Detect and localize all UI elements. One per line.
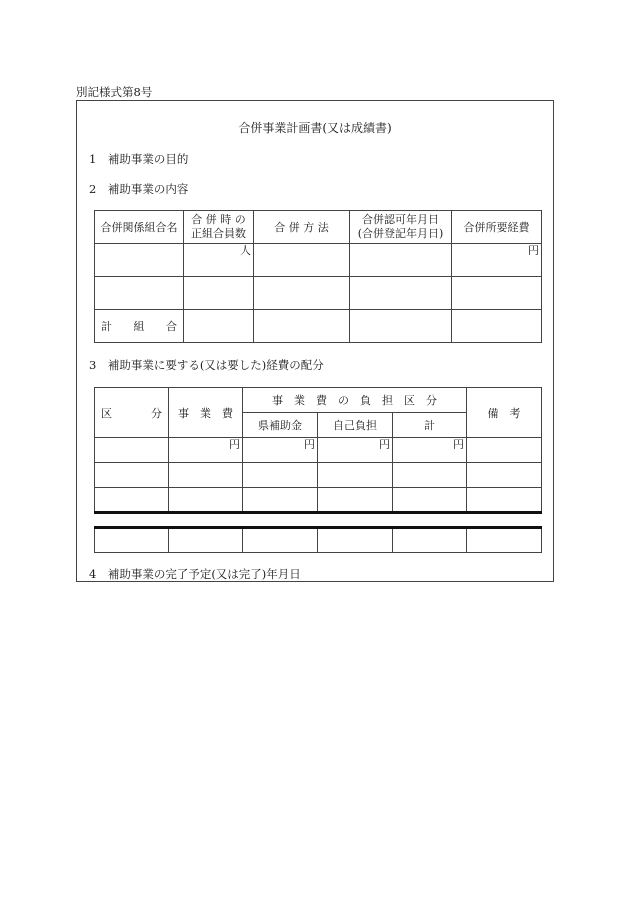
header-merger-cost: 合併所要経費 bbox=[452, 211, 542, 244]
table-cell[interactable] bbox=[95, 528, 169, 553]
section-1-heading: 1 補助事業の目的 bbox=[89, 152, 189, 166]
table-total-row bbox=[95, 528, 542, 553]
table-row bbox=[95, 438, 542, 463]
merger-content-table bbox=[94, 210, 542, 343]
header-approval-date-line2: (合併登記年月日) bbox=[357, 227, 444, 240]
header-category-char: 区 bbox=[101, 406, 112, 420]
separator-band bbox=[95, 513, 542, 528]
table-cell[interactable] bbox=[169, 528, 243, 553]
table-cell[interactable] bbox=[350, 277, 452, 310]
header-project-cost: 事 業 費 bbox=[169, 388, 243, 438]
table-cell[interactable] bbox=[184, 277, 254, 310]
table-cell[interactable] bbox=[393, 528, 467, 553]
table-cell[interactable] bbox=[350, 244, 452, 277]
header-category bbox=[95, 388, 169, 438]
header-approval-date bbox=[350, 211, 452, 244]
total-label-char: 合 bbox=[166, 320, 177, 333]
total-label bbox=[95, 310, 184, 343]
table-cell[interactable] bbox=[169, 488, 243, 513]
table-cell[interactable] bbox=[243, 488, 318, 513]
header-member-count bbox=[184, 211, 254, 244]
table-cell[interactable] bbox=[243, 528, 318, 553]
table-cell[interactable] bbox=[393, 488, 467, 513]
header-member-count-line1: 合 併 時 の bbox=[191, 213, 246, 226]
table-row bbox=[95, 277, 542, 310]
header-remarks: 備 考 bbox=[467, 388, 542, 438]
header-category-char: 分 bbox=[151, 406, 162, 420]
header-approval-date-line1: 合併認可年月日 bbox=[362, 213, 439, 226]
table-cell[interactable] bbox=[350, 310, 452, 343]
table-cell[interactable] bbox=[254, 244, 350, 277]
header-prefecture-subsidy: 県補助金 bbox=[243, 413, 318, 438]
unit-yen-label: 円 bbox=[243, 438, 318, 463]
unit-yen-label: 円 bbox=[393, 438, 467, 463]
table-row bbox=[95, 244, 542, 277]
total-label-char: 計 bbox=[101, 320, 112, 333]
unit-person-label: 人 bbox=[184, 244, 254, 277]
table-cell[interactable] bbox=[95, 463, 169, 488]
document-title: 合併事業計画書(又は成績書) bbox=[238, 121, 392, 135]
header-self-burden: 自己負担 bbox=[318, 413, 393, 438]
table-cell[interactable] bbox=[243, 463, 318, 488]
table-cell[interactable] bbox=[95, 438, 169, 463]
form-frame bbox=[76, 100, 554, 582]
table-cell[interactable] bbox=[169, 463, 243, 488]
table-cell[interactable] bbox=[254, 277, 350, 310]
section-3-heading: 3 補助事業に要する(又は要した)経費の配分 bbox=[89, 358, 324, 372]
table-cell[interactable] bbox=[393, 463, 467, 488]
table-cell[interactable] bbox=[95, 244, 184, 277]
table-total-row bbox=[95, 310, 542, 343]
table-cell[interactable] bbox=[95, 488, 169, 513]
table-cell[interactable] bbox=[95, 277, 184, 310]
table-cell[interactable] bbox=[452, 277, 542, 310]
unit-yen-label: 円 bbox=[318, 438, 393, 463]
table2-header-row-1 bbox=[95, 388, 542, 413]
unit-yen-label: 円 bbox=[169, 438, 243, 463]
unit-yen-label: 円 bbox=[452, 244, 542, 277]
expense-allocation-table bbox=[94, 387, 542, 553]
table1-header-row bbox=[95, 211, 542, 244]
header-cost-burden: 事 業 費 の 負 担 区 分 bbox=[243, 388, 467, 413]
section-2-heading: 2 補助事業の内容 bbox=[89, 182, 189, 196]
table-separator-row bbox=[95, 513, 542, 528]
table-cell[interactable] bbox=[452, 310, 542, 343]
table-cell[interactable] bbox=[254, 310, 350, 343]
section-4-heading: 4 補助事業の完了予定(又は完了)年月日 bbox=[89, 567, 301, 581]
form-number-label: 別記様式第8号 bbox=[76, 85, 153, 99]
table-cell[interactable] bbox=[467, 438, 542, 463]
total-label-char: 組 bbox=[133, 320, 145, 333]
header-member-count-line2: 正組合員数 bbox=[191, 227, 246, 240]
header-merger-method: 合 併 方 法 bbox=[254, 211, 350, 244]
table-row bbox=[95, 463, 542, 488]
table-cell[interactable] bbox=[318, 528, 393, 553]
header-total: 計 bbox=[393, 413, 467, 438]
header-union-name: 合併関係組合名 bbox=[95, 211, 184, 244]
table-cell[interactable] bbox=[184, 310, 254, 343]
table-cell[interactable] bbox=[318, 463, 393, 488]
table-cell[interactable] bbox=[467, 488, 542, 513]
table-cell[interactable] bbox=[467, 528, 542, 553]
table-row bbox=[95, 488, 542, 513]
table-cell[interactable] bbox=[467, 463, 542, 488]
table-cell[interactable] bbox=[318, 488, 393, 513]
